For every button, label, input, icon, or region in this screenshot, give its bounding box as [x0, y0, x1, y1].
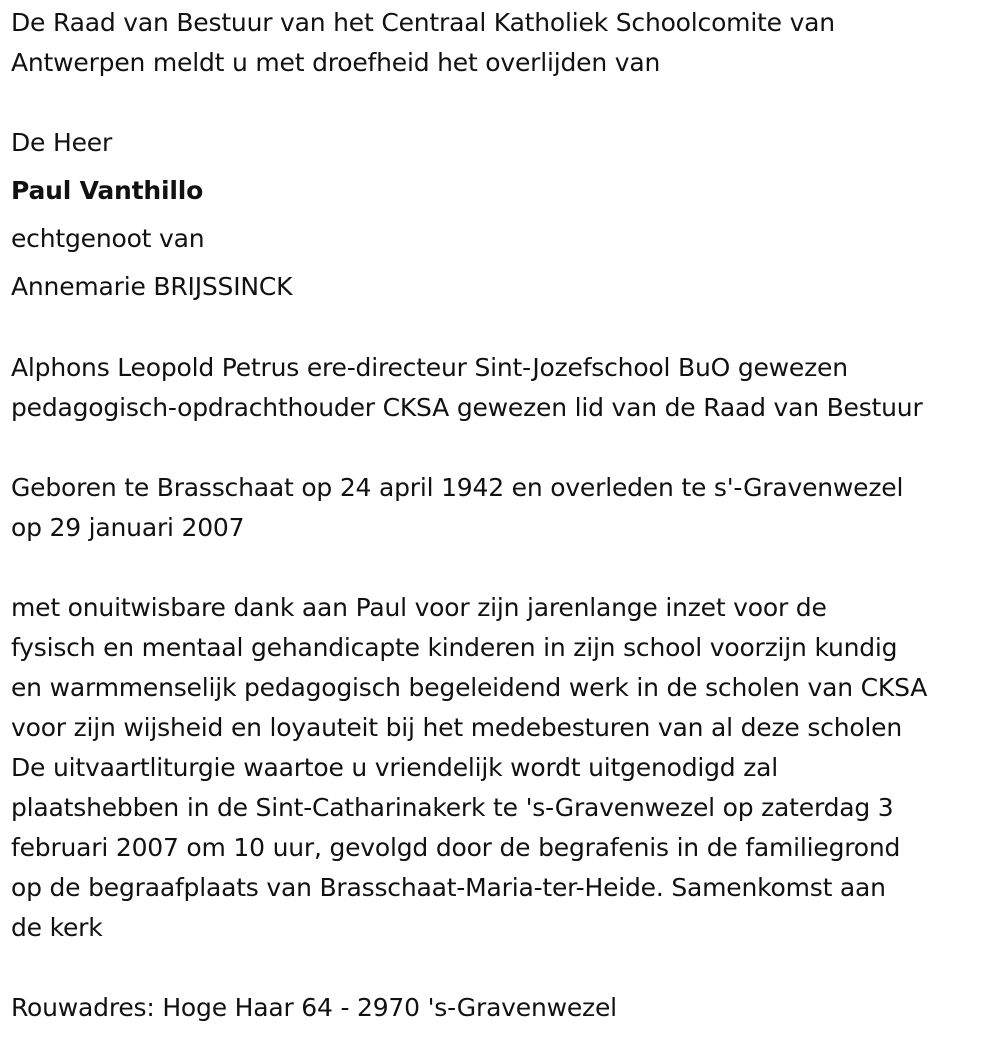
birth-death-line-2: op 29 januari 2007 [11, 513, 245, 542]
funeral-line-4: op de begraafplaats van Brasschaat-Maria-ter-Heide. Samenkomst aan [11, 873, 886, 902]
funeral-line-5: de kerk [11, 913, 103, 942]
birth-death-line-1: Geboren te Brasschaat op 24 april 1942 en overleden te s'-Gravenwezel [11, 473, 904, 502]
tribute-line-4: voor zijn wijsheid en loyauteit bij het medebesturen van al deze scholen [11, 713, 903, 742]
funeral-line-2: plaatshebben in de Sint-Catharinakerk te 's-Gravenwezel op zaterdag 3 [11, 793, 894, 822]
funeral-line-1: De uitvaartliturgie waartoe u vriendelijk wordt uitgenodigd zal [11, 753, 779, 782]
spouse-name: Annemarie BRIJSSINCK [11, 272, 293, 301]
titles-line-2: pedagogisch-opdrachthouder CKSA gewezen lid van de Raad van Bestuur [11, 393, 923, 422]
deceased-name: Paul Vanthillo [11, 176, 204, 205]
titles-line-1: Alphons Leopold Petrus ere-directeur Sint-Jozefschool BuO gewezen [11, 353, 848, 382]
tribute-line-1: met onuitwisbare dank aan Paul voor zijn jarenlange inzet voor de [11, 593, 827, 622]
intro-line-2: Antwerpen meldt u met droefheid het overlijden van [11, 48, 661, 77]
mourning-address: Rouwadres: Hoge Haar 64 - 2970 's-Gravenwezel [11, 993, 617, 1022]
spouse-label: echtgenoot van [11, 224, 205, 253]
intro-line-1: De Raad van Bestuur van het Centraal Katholiek Schoolcomite van [11, 8, 835, 37]
tribute-line-2: fysisch en mentaal gehandicapte kinderen in zijn school voorzijn kundig [11, 633, 898, 662]
funeral-line-3: februari 2007 om 10 uur, gevolgd door de begrafenis in de familiegrond [11, 833, 901, 862]
salutation: De Heer [11, 128, 113, 157]
tribute-line-3: en warmmenselijk pedagogisch begeleidend werk in de scholen van CKSA [11, 673, 928, 702]
